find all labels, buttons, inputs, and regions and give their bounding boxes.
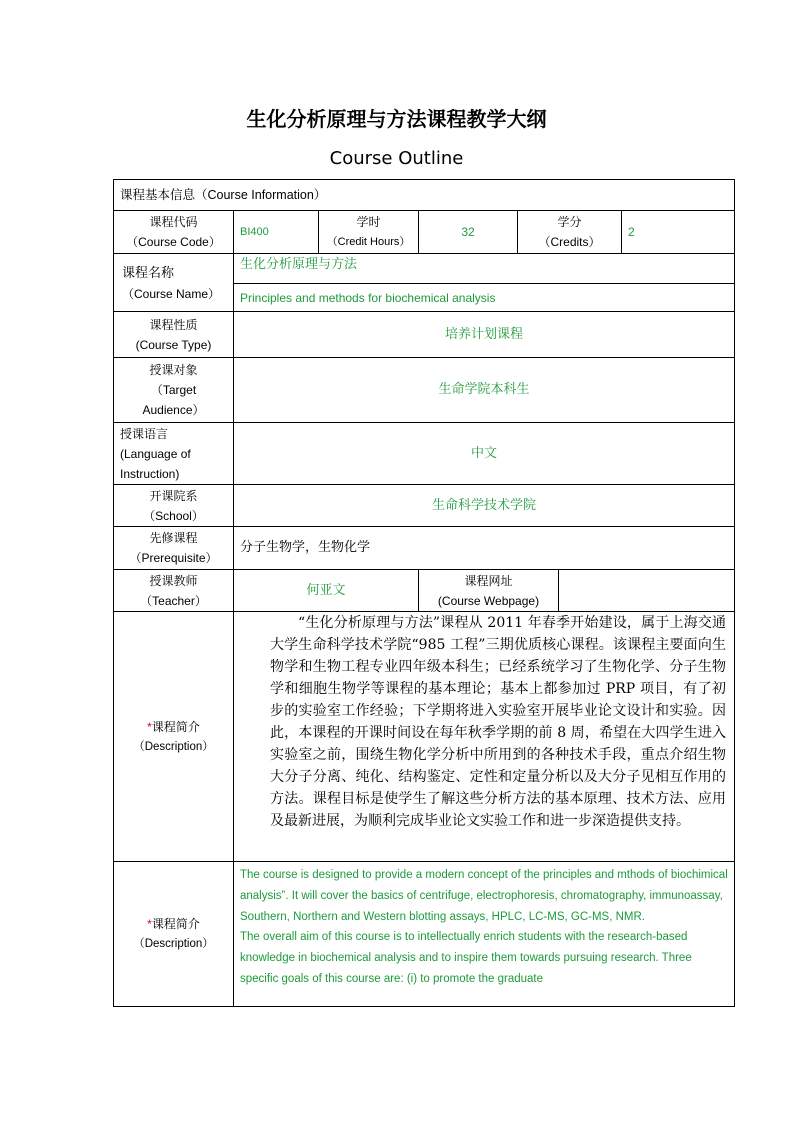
webpage-value (558, 569, 735, 612)
credits-value: 2 (621, 210, 735, 254)
course-name-en-value: Principles and methods for biochemical analysis (233, 283, 735, 312)
language-label-cn: 授课语言 (120, 426, 169, 441)
course-type-label (113, 311, 234, 358)
target-audience-label-cn: 授课对象 (149, 363, 198, 377)
document-title: 生化分析原理与方法课程教学大纲 (246, 107, 547, 131)
description-cn-text: “生化分析原理与方法”课程从 2011 年春季开始建设，属于上海交通大学生命科学技术学院“985 工程”三期优质核心课程。该课程主要面向生物学和生物工程专业四年级本科生；已经系统学习了生物化学、分子生物学和细胞生物学等课程的基本理论；基本上都参加过 PRP 项目，有了初步的实验室工作经验；下学期将进入实验室开展毕业论文设计和实验。因此，本课程的开课时间设在每年秋季学期的前 8 周，希望在大四学生进入实验室之前，围绕生物化学分析中所用到的各种技术手段，重点介绍生物大分子分离、纯化、结构鉴定、定性和定量分析以及大分子见相互作用的方法。课程目标是使学生了解这些分析方法的基本原理、技术方法、应用及最新进展，为顺利完成毕业论文实验工作和进一步深造提供支持。 (270, 615, 726, 829)
language-label (113, 422, 234, 485)
course-code-label-cn: 课程代码 (149, 215, 198, 229)
target-audience-value: 生命学院本科生 (233, 357, 735, 423)
language-label-en1: (Language of (120, 446, 191, 461)
course-type-value: 培养计划课程 (233, 311, 735, 358)
target-audience-label (113, 357, 234, 423)
prerequisite-label (113, 526, 234, 570)
teacher-value: 何亚文 (233, 569, 419, 612)
credits-label-en: （Credits） (538, 235, 601, 249)
credits-label-cn: 学分 (557, 215, 582, 229)
webpage-label (418, 569, 559, 612)
language-value: 中文 (233, 422, 735, 485)
target-audience-label-en1: （Target (150, 383, 197, 397)
required-asterisk: * (147, 719, 152, 734)
description-en-para1: The course is designed to provide a modern concept of the principles and mthods of biochimical analysis”. It will cover the basics of centrifuge, electrophoresis, chromatography, immunoassay, Southern, Northern and Western blotting assays, HPLC, LC-MS, GC-MS, NMR. (240, 869, 728, 923)
description-cn-label-cn: 课程简介 (151, 719, 200, 734)
target-audience-label-en2: Audience） (142, 403, 205, 417)
language-label-en2: Instruction) (120, 466, 180, 481)
credit-hours-label-cn: 学时 (356, 215, 381, 229)
prerequisite-label-cn: 先修课程 (149, 531, 198, 545)
description-en-label-cn: 课程简介 (151, 917, 200, 931)
credits-label (517, 210, 622, 254)
webpage-label-cn: 课程网址 (464, 573, 513, 588)
description-en-para2: The overall aim of this course is to intellectually enrich students with the research-based knowledge in biochemical analysis and to inspire them towards pursuing research. Three specific goals of this course are: (i) to promote the graduate (240, 931, 692, 985)
description-en-label-en: （Description） (133, 938, 214, 950)
document-subtitle: Course Outline (329, 148, 464, 169)
prerequisite-label-en: （Prerequisite） (129, 551, 218, 565)
course-type-label-en: (Course Type) (135, 337, 212, 352)
description-en-value (233, 861, 735, 1007)
course-info-header: 课程基本信息（Course Information） (113, 179, 735, 211)
credit-hours-label (318, 210, 419, 254)
course-code-value: BI400 (233, 210, 319, 254)
course-name-label (113, 253, 234, 312)
course-name-label-en: （Course Name） (122, 286, 221, 301)
webpage-label-en: (Course Webpage) (437, 593, 540, 608)
school-label-en: （School） (143, 508, 204, 523)
credit-hours-label-en: （Credit Hours） (326, 236, 411, 248)
description-en-label (113, 861, 234, 1007)
description-cn-value (233, 611, 735, 862)
credit-hours-value: 32 (418, 210, 518, 254)
description-cn-label (113, 611, 234, 862)
teacher-label-en: （Teacher） (140, 593, 207, 608)
school-value: 生命科学技术学院 (233, 484, 735, 527)
description-cn-label-title (147, 717, 200, 737)
description-en-label-title (147, 914, 200, 934)
course-code-label (113, 210, 234, 254)
school-label-cn: 开课院系 (149, 488, 198, 503)
teacher-label-cn: 授课教师 (149, 573, 198, 588)
course-name-label-cn: 课程名称 (122, 264, 175, 280)
course-code-label-en: （Course Code） (126, 235, 221, 249)
description-cn-label-en: （Description） (133, 740, 214, 753)
required-asterisk: * (147, 917, 152, 931)
school-label (113, 484, 234, 527)
course-type-label-cn: 课程性质 (149, 317, 198, 332)
prerequisite-value: 分子生物学，生物化学 (233, 526, 735, 570)
course-name-cn-value: 生化分析原理与方法 (233, 253, 735, 284)
teacher-label (113, 569, 234, 612)
